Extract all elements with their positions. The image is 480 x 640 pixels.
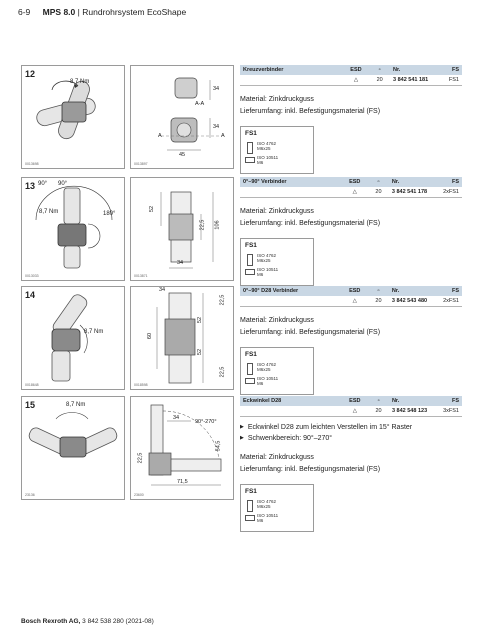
dimension-label: 34 bbox=[159, 287, 166, 293]
nut-icon bbox=[245, 157, 255, 163]
section-number: 12 bbox=[25, 69, 36, 79]
image-code: 23136 bbox=[25, 493, 35, 497]
feature-item: ▶ Schwenkbereich: 90°–270° bbox=[240, 433, 462, 444]
nut-spec: ISO 10511 M6 bbox=[257, 155, 279, 165]
image-14-a bbox=[21, 286, 125, 390]
fastener-set: FS1 bbox=[435, 75, 462, 86]
product-table bbox=[240, 65, 462, 86]
nr-header: Nr. bbox=[390, 65, 436, 75]
fs-header: FS bbox=[435, 65, 462, 75]
quantity-icon: △ bbox=[341, 187, 368, 198]
fastener-title: FS1 bbox=[245, 130, 257, 137]
section-number: 13 bbox=[25, 181, 36, 191]
material: Material: Zinkdruckguss bbox=[240, 96, 314, 103]
nut-spec: ISO 10511 M6 bbox=[257, 376, 279, 386]
dimension-label: 22,5 bbox=[199, 219, 206, 231]
product-name: 0°–90° Verbinder bbox=[240, 177, 341, 187]
scope: Lieferumfang: inkl. Befestigungsmaterial (FS) bbox=[240, 108, 381, 115]
quantity: 20 bbox=[368, 296, 389, 307]
fs-header: FS bbox=[435, 396, 462, 406]
fastener-title: FS1 bbox=[245, 351, 257, 358]
torque-label: 8,7 Nm bbox=[39, 209, 59, 215]
package-icon: ▫ bbox=[368, 396, 389, 406]
fastener-title: FS1 bbox=[245, 488, 257, 495]
dimension-label: 52 bbox=[197, 316, 204, 324]
nr-header: Nr. bbox=[389, 396, 435, 406]
fastener-set: 2xFS1 bbox=[435, 187, 462, 198]
scope: Lieferumfang: inkl. Befestigungsmaterial (FS) bbox=[240, 329, 381, 336]
esd-header: ESD bbox=[341, 177, 368, 187]
package-icon: ▫ bbox=[368, 177, 389, 187]
section-marker-right: A bbox=[221, 133, 225, 139]
dimension-label: 60 bbox=[147, 332, 154, 340]
dimension-label: 22,5 bbox=[219, 294, 226, 306]
dimension-label: 34 bbox=[213, 86, 220, 92]
nr-header: Nr. bbox=[389, 177, 435, 187]
image-code: 0013698 bbox=[25, 162, 39, 166]
material: Material: Zinkdruckguss bbox=[240, 208, 314, 215]
product-table bbox=[240, 177, 462, 198]
image-13-a bbox=[21, 177, 125, 281]
nut-icon bbox=[245, 378, 255, 384]
screw-spec: ISO 4762 M6x25 bbox=[257, 362, 277, 372]
image-code: 23600 bbox=[134, 493, 144, 497]
dimension-label: 71,5 bbox=[177, 479, 188, 485]
fastener-box bbox=[240, 484, 314, 532]
fastener-box bbox=[240, 126, 314, 174]
torque-label: 8,7 Nm bbox=[66, 402, 86, 408]
screw-spec: ISO 4762 M6x25 bbox=[257, 141, 277, 151]
product-info-12 bbox=[240, 65, 462, 174]
bolt-icon bbox=[247, 142, 253, 154]
nut-spec: ISO 10511 M6 bbox=[257, 267, 279, 277]
fastener-title: FS1 bbox=[245, 242, 257, 249]
dimension-label: 34 bbox=[173, 415, 180, 421]
fastener-box bbox=[240, 238, 314, 286]
torque-label: 8,7 Nm bbox=[70, 79, 90, 85]
screw-spec: ISO 4762 M6x25 bbox=[257, 499, 277, 509]
material-text bbox=[240, 315, 462, 339]
material-text bbox=[240, 206, 462, 230]
quantity-icon: △ bbox=[341, 296, 368, 307]
section-marker-left: A bbox=[158, 133, 162, 139]
fastener-set: 2xFS1 bbox=[435, 296, 462, 307]
esd-header: ESD bbox=[343, 65, 370, 75]
d28-connector-illustration bbox=[22, 287, 124, 389]
section-view-label: A-A bbox=[195, 101, 205, 107]
product-info-13 bbox=[240, 177, 462, 286]
image-14-b bbox=[130, 286, 234, 390]
esd-header: ESD bbox=[341, 286, 368, 296]
section-12 bbox=[21, 65, 461, 170]
dimension-label: 22,5 bbox=[219, 366, 226, 378]
company-name: Bosch Rexroth AG, bbox=[21, 618, 81, 625]
image-12-a bbox=[21, 65, 125, 169]
brand: MPS 8.0 bbox=[42, 7, 76, 17]
section-14 bbox=[21, 286, 461, 391]
material: Material: Zinkdruckguss bbox=[240, 317, 314, 324]
dimension-label: 45 bbox=[179, 152, 186, 158]
fastener-set: 3xFS1 bbox=[435, 406, 462, 417]
dimension-label: 34 bbox=[213, 124, 220, 130]
scope: Lieferumfang: inkl. Befestigungsmaterial (FS) bbox=[240, 220, 381, 227]
nr-header: Nr. bbox=[389, 286, 435, 296]
angle-label: 90° bbox=[58, 181, 68, 187]
nut-icon bbox=[245, 269, 255, 275]
screw-spec: ISO 4762 M6x25 bbox=[257, 253, 277, 263]
product-name: Kreuzverbinder bbox=[240, 65, 343, 75]
nut-icon bbox=[245, 515, 255, 521]
fastener-box bbox=[240, 347, 314, 395]
feature-item: ▶ Eckwinkel D28 zum leichten Verstellen im 15° Raster bbox=[240, 422, 462, 433]
quantity-icon: △ bbox=[341, 406, 368, 417]
quantity: 20 bbox=[369, 75, 390, 86]
material-text bbox=[240, 452, 462, 476]
bolt-icon bbox=[247, 254, 253, 266]
bolt-icon bbox=[247, 500, 253, 512]
fs-header: FS bbox=[435, 177, 462, 187]
page-number: 6-9 bbox=[18, 7, 31, 17]
rotation-label: 180° bbox=[103, 211, 116, 217]
image-code: 0013033 bbox=[25, 274, 39, 278]
part-number: 3 842 541 181 bbox=[390, 75, 436, 86]
package-icon: ▫ bbox=[368, 286, 389, 296]
page-footer bbox=[21, 618, 154, 625]
product-info-15 bbox=[240, 396, 462, 532]
angle-label: 90° bbox=[38, 181, 48, 187]
angle-range-label: 90°-270° bbox=[195, 419, 217, 425]
section-15 bbox=[21, 396, 461, 523]
material-text bbox=[240, 94, 462, 118]
image-15-b bbox=[130, 396, 234, 500]
quantity-icon: △ bbox=[343, 75, 370, 86]
header-title: Rundrohrsystem EcoShape bbox=[82, 7, 187, 17]
product-info-14 bbox=[240, 286, 462, 395]
dimension-label: 54,5 bbox=[215, 440, 222, 452]
angle-connector-illustration bbox=[22, 178, 124, 280]
dimension-label: 52 bbox=[149, 205, 156, 213]
image-code: 0018648 bbox=[25, 383, 39, 387]
nut-spec: ISO 10511 M6 bbox=[257, 513, 279, 523]
image-code: 0018598 bbox=[134, 383, 148, 387]
bolt-icon bbox=[247, 363, 253, 375]
material: Material: Zinkdruckguss bbox=[240, 454, 314, 461]
part-number: 3 842 548 123 bbox=[389, 406, 435, 417]
fs-header: FS bbox=[435, 286, 462, 296]
part-number: 3 842 543 480 bbox=[389, 296, 435, 307]
dimension-label: 34 bbox=[177, 260, 184, 266]
product-table bbox=[240, 396, 462, 417]
quantity: 20 bbox=[368, 187, 389, 198]
document-number: 3 842 538 280 (2021-08) bbox=[82, 618, 154, 625]
dimension-label: 106 bbox=[214, 220, 221, 230]
product-name: 0°–90° D28 Verbinder bbox=[240, 286, 341, 296]
section-number: 15 bbox=[25, 400, 36, 410]
page-header bbox=[18, 7, 186, 17]
section-number: 14 bbox=[25, 290, 36, 300]
esd-header: ESD bbox=[341, 396, 368, 406]
image-12-b bbox=[130, 65, 234, 169]
product-table bbox=[240, 286, 462, 307]
dimension-label: 22,5 bbox=[137, 452, 144, 464]
section-13 bbox=[21, 177, 461, 282]
image-code: 0013871 bbox=[134, 274, 148, 278]
product-name: Eckwinkel D28 bbox=[240, 396, 341, 406]
feature-list bbox=[240, 422, 462, 444]
header-separator: | bbox=[77, 7, 80, 17]
package-icon: ▫ bbox=[369, 65, 390, 75]
torque-label: 8,7 Nm bbox=[84, 329, 104, 335]
quantity: 20 bbox=[368, 406, 389, 417]
corner-angle-illustration bbox=[22, 397, 124, 499]
image-15-a bbox=[21, 396, 125, 500]
part-number: 3 842 541 178 bbox=[389, 187, 435, 198]
image-code: 0013897 bbox=[134, 162, 148, 166]
scope: Lieferumfang: inkl. Befestigungsmaterial (FS) bbox=[240, 466, 381, 473]
dimension-label: 52 bbox=[197, 348, 204, 356]
image-13-b bbox=[130, 177, 234, 281]
